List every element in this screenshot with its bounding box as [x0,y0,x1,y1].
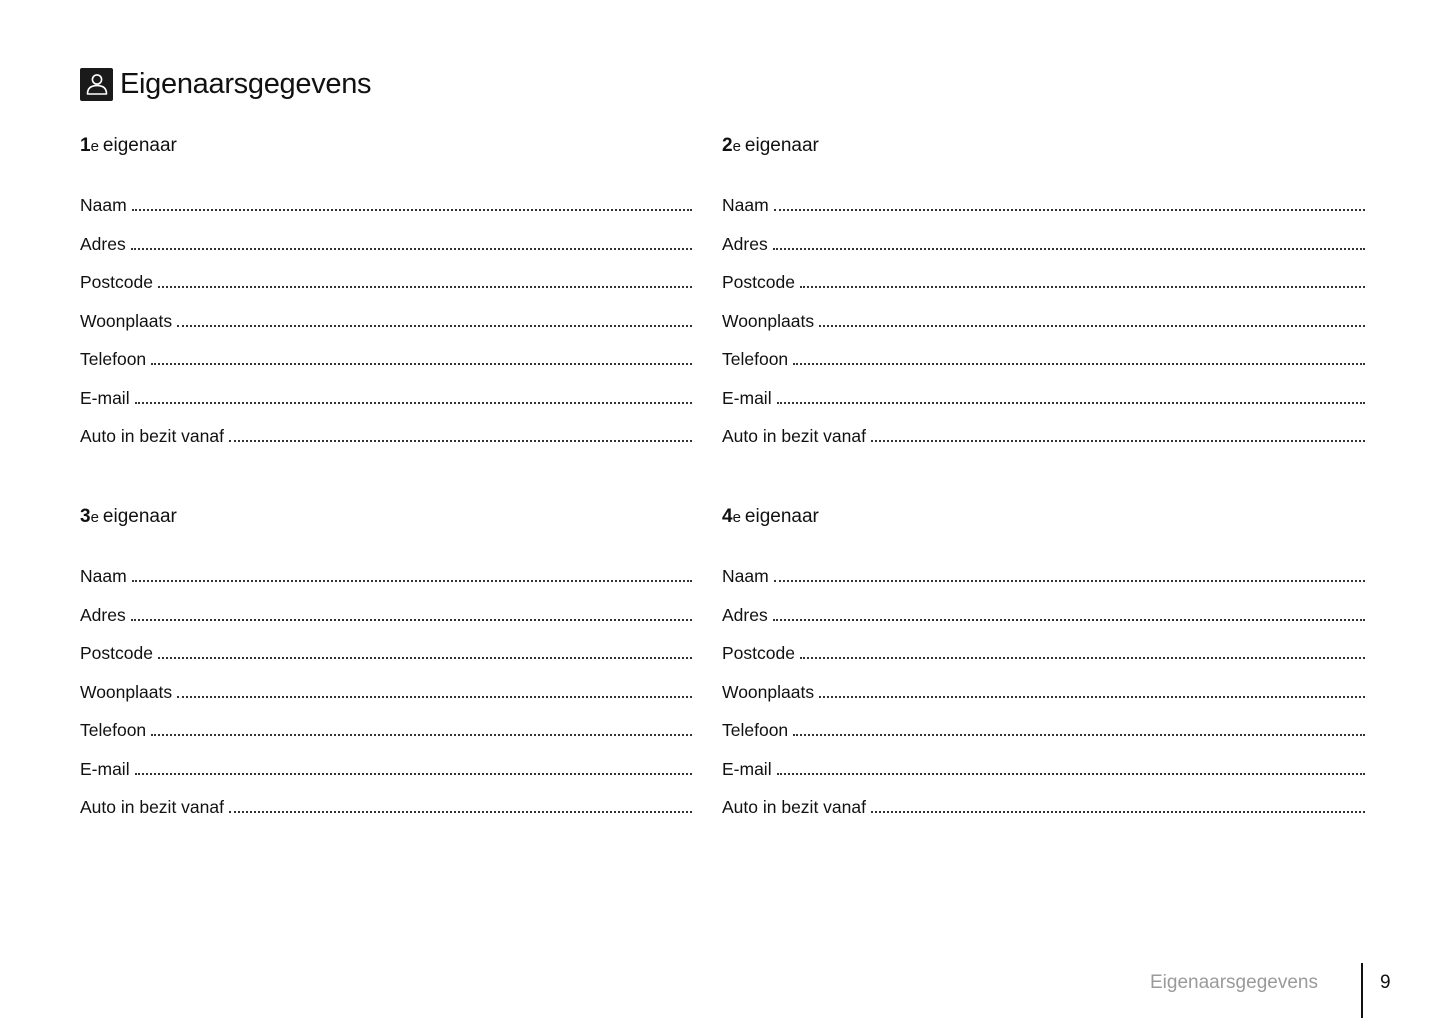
owner-number-suffix: e [732,509,741,526]
field-dotted-line[interactable] [777,759,1365,775]
person-icon [80,68,113,101]
field-postcode[interactable] [722,643,1365,682]
field-telefoon[interactable] [80,720,692,759]
field-telefoon[interactable] [80,349,692,388]
field-woonplaats[interactable] [80,682,692,721]
field-dotted-line[interactable] [800,272,1365,288]
field-label: Adres [722,604,768,625]
field-dotted-line[interactable] [774,195,1365,211]
field-dotted-line[interactable] [132,195,692,211]
field-dotted-line[interactable] [132,566,692,582]
field-postcode[interactable] [80,643,692,682]
field-dotted-line[interactable] [135,388,692,404]
field-dotted-line[interactable] [777,388,1365,404]
field-label: Naam [80,195,127,215]
field-label: Telefoon [722,720,789,740]
field-adres[interactable] [722,234,1365,273]
field-auto-in-bezit-vanaf[interactable] [80,426,692,465]
field-dotted-line[interactable] [819,682,1365,698]
field-dotted-line[interactable] [773,234,1365,250]
field-label: E-mail [722,758,772,779]
field-email[interactable] [80,759,692,798]
field-dotted-line[interactable] [151,349,692,365]
field-adres[interactable] [80,605,692,644]
owner-number: 4 [722,506,733,527]
page-title: Eigenaarsgegevens [120,67,372,100]
field-woonplaats[interactable] [722,311,1365,350]
field-dotted-line[interactable] [229,797,692,813]
field-adres[interactable] [722,605,1365,644]
owner-number: 3 [80,506,91,527]
field-label: Naam [722,566,769,586]
field-email[interactable] [722,388,1365,427]
field-dotted-line[interactable] [151,720,692,736]
page-number: 9 [1380,972,1391,993]
field-label: Woonplaats [80,310,173,331]
owner-number: 1 [80,135,91,156]
field-label: Adres [722,233,768,254]
owner-heading [722,504,1365,530]
field-dotted-line[interactable] [793,720,1365,736]
owner-block-2 [722,133,1365,465]
field-email[interactable] [722,759,1365,798]
footer-divider [1361,963,1363,1018]
owner-block-3 [80,504,692,836]
field-dotted-line[interactable] [158,643,692,659]
owner-heading [80,504,692,530]
owner-block-4 [722,504,1365,836]
field-dotted-line[interactable] [131,234,692,250]
field-label: E-mail [80,758,130,779]
field-label: Woonplaats [80,681,173,702]
owner-heading [722,133,1365,159]
field-auto-in-bezit-vanaf[interactable] [722,797,1365,836]
field-label: Postcode [722,643,795,663]
owner-number-suffix: e [90,509,99,526]
owner-number: 2 [722,135,733,156]
field-label: Auto in bezit vanaf [80,426,224,446]
field-naam[interactable] [80,566,692,605]
field-dotted-line[interactable] [773,605,1365,621]
field-label: Naam [80,566,127,586]
field-dotted-line[interactable] [135,759,692,775]
field-adres[interactable] [80,234,692,273]
owner-label: eigenaar [102,506,177,527]
field-dotted-line[interactable] [158,272,692,288]
field-label: Auto in bezit vanaf [80,797,224,817]
field-naam[interactable] [80,195,692,234]
field-label: Adres [80,233,126,254]
owner-label: eigenaar [744,506,819,527]
field-label: Telefoon [80,349,147,369]
owner-number-suffix: e [732,138,741,155]
field-dotted-line[interactable] [131,605,692,621]
field-postcode[interactable] [80,272,692,311]
field-dotted-line[interactable] [229,426,692,442]
field-dotted-line[interactable] [177,682,692,698]
field-naam[interactable] [722,195,1365,234]
field-dotted-line[interactable] [819,311,1365,327]
page-header [80,67,371,101]
field-dotted-line[interactable] [177,311,692,327]
field-label: E-mail [80,387,130,408]
field-postcode[interactable] [722,272,1365,311]
field-telefoon[interactable] [722,349,1365,388]
field-label: Auto in bezit vanaf [722,797,866,817]
field-label: Auto in bezit vanaf [722,426,866,446]
field-auto-in-bezit-vanaf[interactable] [80,797,692,836]
footer-section-title: Eigenaarsgegevens [1150,972,1318,993]
field-dotted-line[interactable] [774,566,1365,582]
field-label: Postcode [80,643,153,663]
field-woonplaats[interactable] [722,682,1365,721]
field-woonplaats[interactable] [80,311,692,350]
field-label: Naam [722,195,769,215]
owner-block-1 [80,133,692,465]
owner-heading [80,133,692,159]
field-dotted-line[interactable] [871,797,1365,813]
field-telefoon[interactable] [722,720,1365,759]
field-label: Telefoon [722,349,789,369]
field-label: Postcode [80,272,153,292]
field-label: Postcode [722,272,795,292]
field-auto-in-bezit-vanaf[interactable] [722,426,1365,465]
field-dotted-line[interactable] [871,426,1365,442]
field-dotted-line[interactable] [800,643,1365,659]
field-label: Telefoon [80,720,147,740]
field-email[interactable] [80,388,692,427]
field-label: Adres [80,604,126,625]
field-label: Woonplaats [722,310,815,331]
field-naam[interactable] [722,566,1365,605]
field-label: Woonplaats [722,681,815,702]
field-dotted-line[interactable] [793,349,1365,365]
owner-label: eigenaar [744,135,819,156]
owner-number-suffix: e [90,138,99,155]
owner-label: eigenaar [102,135,177,156]
field-label: E-mail [722,387,772,408]
